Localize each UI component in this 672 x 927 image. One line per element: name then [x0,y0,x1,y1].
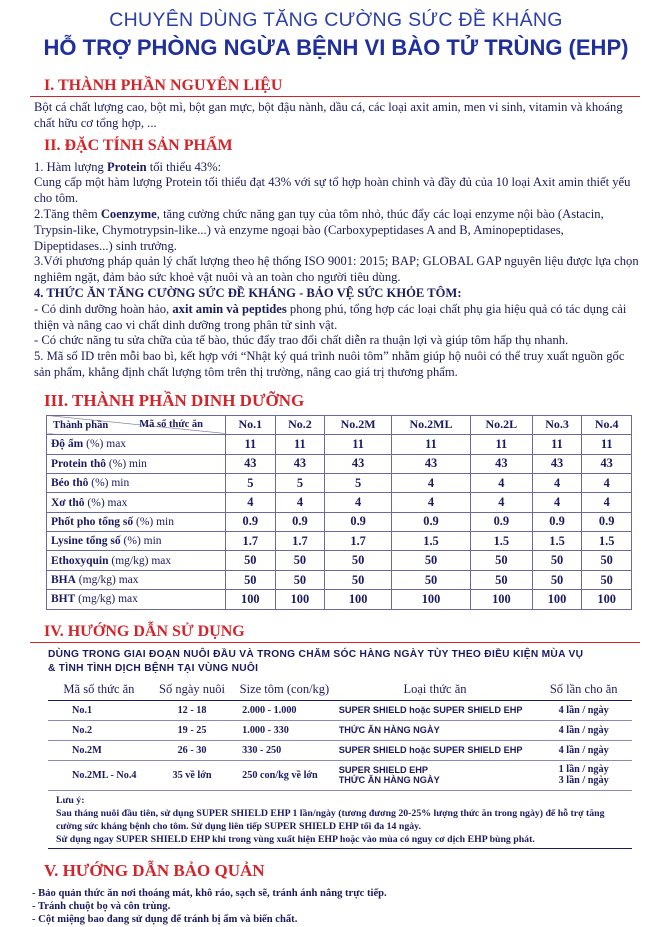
nutrition-code-header: No.4 [582,415,632,434]
nutrition-value-cell: 4 [582,493,632,512]
nutrition-row [47,570,632,589]
nutrition-component-unit: (%) min [120,535,162,548]
usage-row [48,700,632,720]
nutrition-value-cell: 50 [532,551,582,570]
nutrition-value-cell: 11 [532,435,582,454]
nutrition-value-cell: 1.5 [582,532,632,551]
usage-notes [48,794,632,849]
nutrition-component-cell [47,435,226,454]
nutrition-component-name: BHT [51,593,76,606]
nutrition-value-cell: 11 [226,435,276,454]
nutrition-value-cell: 43 [226,454,276,473]
corner-component-label: Thành phần [53,420,109,432]
nutrition-table [46,415,632,610]
nutrition-value-cell: 50 [532,570,582,589]
nutrition-row [47,532,632,551]
usage-row [48,740,632,760]
nutrition-component-unit: (%) min [88,477,130,490]
nutrition-component-cell [47,570,226,589]
nutrition-value-cell: 1.7 [325,532,392,551]
property-4a [18,302,654,334]
nutrition-value-cell: 100 [275,590,325,609]
nutrition-value-cell: 0.9 [470,512,532,531]
usage-row [48,720,632,740]
nutrition-value-cell: 0.9 [392,512,471,531]
nutrition-value-cell: 4 [392,473,471,492]
nutrition-value-cell: 4 [325,493,392,512]
usage-times-cell [535,760,632,790]
usage-code-cell: No.2M [48,740,150,760]
nutrition-value-cell: 50 [226,551,276,570]
nutrition-code-header: No.3 [532,415,582,434]
nutrition-component-name: Độ ẩm [51,438,84,451]
nutrition-row [47,435,632,454]
nutrition-component-cell [47,532,226,551]
header-subtitle: CHUYÊN DÙNG TĂNG CƯỜNG SỨC ĐỀ KHÁNG [109,9,563,31]
usage-size-cell: 330 - 250 [234,740,335,760]
nutrition-component-name: BHA [51,574,76,587]
usage-subtitle-2: & TÌNH TÌNH DỊCH BỆNH TẠI VÙNG NUÔI [48,662,259,674]
usage-type-line: SUPER SHIELD EHP [338,765,429,776]
property-2-prefix: 2.Tăng thêm [34,206,101,221]
nutrition-value-cell: 4 [532,493,582,512]
nutrition-value-cell: 5 [325,473,392,492]
nutrition-value-cell: 1.5 [392,532,471,551]
nutrition-component-unit: (mg/kg) max [75,593,138,606]
nutrition-component-unit: (%) max [83,438,127,451]
nutrition-component-name: Xơ thô [51,496,85,509]
nutrition-value-cell: 50 [325,551,392,570]
usage-times-cell [535,740,632,760]
nutrition-value-cell: 100 [532,590,582,609]
nutrition-value-cell: 1.5 [470,532,532,551]
section-ingredients-title: I. THÀNH PHẦN NGUYÊN LIỆU [30,76,640,97]
usage-column-header: Loại thức ăn [335,680,536,701]
nutrition-value-cell: 1.5 [532,532,582,551]
property-3: 3.Với phương pháp quản lý chất lượng theo hệ thống ISO 9001: 2015; BAP; GLOBAL GAP nguyên liệu được lựa chọn nghiêm ngặt, đảm bảo sức khoẻ vật nuôi và an toàn cho người tiêu dùng. [34,254,639,285]
nutrition-component-unit: (%) min [133,515,175,528]
nutrition-value-cell: 4 [532,473,582,492]
nutrition-value-cell: 50 [325,570,392,589]
property-1-detail: Cung cấp một hàm lượng Protein tối thiểu đạt 43% với sự tổ hợp hoàn chỉnh và đầy đủ của 10 loại Axit amin thiết yếu cho tôm. [34,175,631,206]
nutrition-component-cell [47,512,226,531]
nutrition-value-cell: 5 [275,473,325,492]
nutrition-component-cell [47,473,226,492]
usage-times-line: 4 lần / ngày [558,704,609,716]
usage-subtitle-1: DÙNG TRONG GIAI ĐOẠN NUÔI ĐẦU VÀ TRONG CHĂM SÓC HÀNG NGÀY TÙY THEO ĐIỀU KIỆN MÙA VỤ [48,648,584,660]
nutrition-value-cell: 50 [582,570,632,589]
nutrition-value-cell: 4 [392,493,471,512]
usage-type-cell [335,720,536,740]
header-title: HỖ TRỢ PHÒNG NGỪA BỆNH VI BÀO TỬ TRÙNG (EHP) [43,35,629,60]
nutrition-value-cell: 100 [226,590,276,609]
property-4a-suffix: phong phú, tổng hợp các loại chất phụ gia hiệu quả có tác dụng cải thiện và nâng cao vi chất dinh dưỡng trong phân tử sinh vật. [34,301,627,332]
nutrition-component-cell [47,454,226,473]
nutrition-value-cell: 100 [325,590,392,609]
nutrition-value-cell: 11 [470,435,532,454]
nutrition-value-cell: 50 [582,551,632,570]
usage-type-cell [335,760,536,790]
nutrition-code-header: No.2M [325,415,392,434]
usage-row [48,760,632,790]
nutrition-component-cell [47,551,226,570]
usage-column-header: Size tôm (con/kg) [234,680,335,701]
storage-item: - Bảo quản thức ăn nơi thoáng mát, khô ráo, sạch sẽ, tránh ánh nắng trực tiếp. [32,887,387,899]
usage-type-cell [335,700,536,720]
nutrition-value-cell: 0.9 [582,512,632,531]
nutrition-component-name: Béo thô [51,477,89,490]
nutrition-header-row [47,415,632,434]
nutrition-value-cell: 5 [226,473,276,492]
usage-type-line: THỨC ĂN HÀNG NGÀY [338,775,440,786]
usage-days-cell: 19 - 25 [150,720,234,740]
usage-type-line: THỨC ĂN HÀNG NGÀY [338,725,440,736]
nutrition-value-cell: 50 [226,570,276,589]
nutrition-value-cell: 0.9 [532,512,582,531]
usage-column-header: Số ngày nuôi [150,680,234,701]
nutrition-row [47,512,632,531]
nutrition-value-cell: 43 [325,454,392,473]
usage-size-cell: 2.000 - 1.000 [234,700,335,720]
usage-code-cell: No.2ML - No.4 [48,760,150,790]
nutrition-component-name: Ethoxyquin [51,554,109,567]
usage-times-cell [535,700,632,720]
corner-code-label: Mã số thức ăn [139,418,203,430]
nutrition-component-name: Phốt pho tổng số [51,515,134,528]
section-properties-title: II. ĐẶC TÍNH SẢN PHẨM [44,136,233,154]
nutrition-value-cell: 4 [470,473,532,492]
usage-times-line: 4 lần / ngày [558,724,609,736]
usage-days-cell: 12 - 18 [150,700,234,720]
nutrition-component-name: Lysine tổng số [51,535,121,548]
notes-item-1: Sau tháng nuôi đầu tiên, sử dụng SUPER SHIELD EHP 1 lần/ngày (tương đương 20-25% lượng thức ăn trong ngày) để hỗ trợ tăng cường sức kháng bệnh cho tôm. Sử dụng liên tiếp SUPER SHIELD EHP tối đa 14 ngày. [56,807,605,832]
nutrition-value-cell: 50 [470,570,532,589]
nutrition-component-unit: (mg/kg) max [108,554,172,567]
usage-column-header: Mã số thức ăn [48,680,150,701]
property-2-bold: Coenzyme [100,206,157,221]
property-5: 5. Mã số ID trên mỗi bao bì, kết hợp với “Nhật ký quá trình nuôi tôm” nhằm giúp hộ nuôi có thể truy xuất nguồn gốc sản phẩm, khẳng định chất lượng tôm trên thị trường, nâng cao giá trị thương phẩm. [34,349,625,379]
notes-title: Lưu ý: [56,794,85,806]
usage-table [48,680,632,791]
nutrition-value-cell: 11 [275,435,325,454]
usage-times-cell [535,720,632,740]
nutrition-component-cell [47,493,226,512]
nutrition-value-cell: 11 [392,435,471,454]
usage-code-cell: No.1 [48,700,150,720]
notes-item-2: Sử dụng ngay SUPER SHIELD EHP khi trong vùng xuất hiện EHP hoặc vào mùa có nguy cơ dịch EHP bùng phát. [56,833,535,845]
nutrition-code-header: No.2 [275,415,325,434]
nutrition-value-cell: 50 [392,570,471,589]
nutrition-value-cell: 1.7 [275,532,325,551]
usage-times-line: 1 lần / ngày [558,764,609,776]
property-2-suffix: , tăng cường chức năng gan tụy của tôm nhỏ, thúc đẩy các loại enzyme nội bào (Astacin, Trypsin-like, Chymotrypsin-like...) và enzyme ngoại bào (Carboxypeptidases A and B, Aminopeptidases, Dipeptidases...) sinh trưởng. [34,206,604,253]
section-nutrition-title: III. THÀNH PHẦN DINH DƯỠNG [44,390,305,410]
nutrition-row [47,590,632,609]
nutrition-code-header: No.1 [226,415,276,434]
usage-code-cell: No.2 [48,720,150,740]
usage-days-cell: 26 - 30 [150,740,234,760]
nutrition-value-cell: 4 [275,493,325,512]
nutrition-value-cell: 43 [470,454,532,473]
nutrition-value-cell: 43 [532,454,582,473]
section-storage-title: V. HƯỚNG DẪN BẢO QUẢN [44,860,265,880]
nutrition-value-cell: 0.9 [275,512,325,531]
property-4a-prefix: - Có dinh dưỡng hoàn hảo, [34,301,173,316]
nutrition-value-cell: 50 [392,551,471,570]
nutrition-component-unit: (%) max [84,496,128,509]
nutrition-value-cell: 100 [392,590,471,609]
property-2 [18,207,654,254]
nutrition-value-cell: 100 [470,590,532,609]
nutrition-value-cell: 43 [275,454,325,473]
nutrition-value-cell: 43 [392,454,471,473]
nutrition-value-cell: 50 [275,570,325,589]
property-1-prefix: 1. Hàm lượng [34,159,107,174]
nutrition-component-cell [47,590,226,609]
usage-size-cell: 1.000 - 330 [234,720,335,740]
nutrition-value-cell: 11 [325,435,392,454]
nutrition-code-header: No.2L [470,415,532,434]
storage-list [18,887,654,927]
nutrition-component-unit: (mg/kg) max [75,574,139,587]
nutrition-corner-cell [47,415,226,434]
nutrition-value-cell: 50 [275,551,325,570]
nutrition-row [47,473,632,492]
usage-header-row [48,680,632,701]
property-4-title: 4. THỨC ĂN TĂNG CƯỜNG SỨC ĐỀ KHÁNG - BẢO VỆ SỨC KHỎE TÔM: [34,285,462,300]
property-1-suffix: tối thiểu 43%: [146,159,222,174]
usage-size-cell: 250 con/kg về lớn [234,760,335,790]
section-usage-title: IV. HƯỚNG DẪN SỬ DỤNG [30,622,640,643]
usage-column-header: Số lần cho ăn [535,680,632,701]
nutrition-value-cell: 0.9 [325,512,392,531]
nutrition-value-cell: 100 [582,590,632,609]
usage-type-line: SUPER SHIELD hoặc SUPER SHIELD EHP [338,705,523,716]
nutrition-value-cell: 4 [470,493,532,512]
nutrition-code-header: No.2ML [392,415,471,434]
nutrition-component-name: Protein thô [51,457,107,470]
usage-times-line: 4 lần / ngày [558,744,609,756]
usage-days-cell: 35 về lớn [150,760,234,790]
nutrition-value-cell: 4 [582,473,632,492]
property-4b: - Có chức năng tu sửa chữa của tế bào, thúc đẩy trao đổi chất diễn ra thuận lợi và giúp tôm hấp thụ nhanh. [34,333,569,348]
nutrition-row [47,551,632,570]
nutrition-component-unit: (%) min [106,457,147,470]
storage-item: - Tránh chuột bọ và côn trùng. [32,901,171,913]
storage-item: - Cột miệng bao đang sử dụng để tránh bị ẩm và biến chất. [32,914,298,926]
nutrition-value-cell: 1.7 [226,532,276,551]
nutrition-value-cell: 43 [582,454,632,473]
nutrition-value-cell: 50 [470,551,532,570]
nutrition-value-cell: 4 [226,493,276,512]
nutrition-value-cell: 0.9 [226,512,276,531]
nutrition-row [47,493,632,512]
usage-times-line: 3 lần / ngày [558,775,609,787]
property-4a-bold: axit amin và peptides [172,301,287,316]
usage-type-line: SUPER SHIELD hoặc SUPER SHIELD EHP [338,745,523,756]
nutrition-row [47,454,632,473]
usage-type-cell [335,740,536,760]
property-1-bold: Protein [106,159,147,174]
nutrition-value-cell: 11 [582,435,632,454]
property-1 [18,160,654,176]
ingredients-text: Bột cá chất lượng cao, bột mì, bột gan mực, bột đậu nành, dầu cá, các loại axit amin, men vi sinh, vitamin và khoáng chất hữu cơ tổng hợp, ... [34,100,623,130]
